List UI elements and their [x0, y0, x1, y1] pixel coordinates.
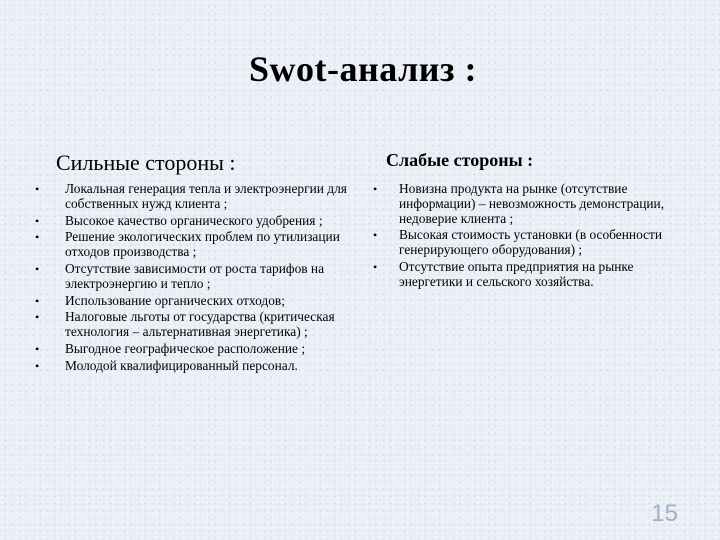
bullet-icon: •: [373, 182, 378, 196]
strength-text: Использование органических отходов;: [65, 292, 285, 308]
list-item: [35, 359, 360, 374]
weakness-text: Новизна продукта на рынке (отсутствие информации) – невозможность демонстрации, недоверие клиента ;: [399, 181, 665, 226]
page-number: 15: [651, 500, 678, 527]
strengths-list: [35, 182, 360, 376]
bullet-icon: •: [35, 213, 40, 228]
list-item: [35, 214, 360, 229]
strength-text: Решение экологических проблем по утилизации отходов производства ;: [65, 229, 340, 260]
bullet-icon: •: [35, 341, 40, 356]
slide-title: Swot-анализ :: [249, 49, 477, 89]
weakness-text: Отсутствие опыта предприятия на рынке энергетики и сельского хозяйства.: [399, 258, 634, 289]
strengths-heading: Сильные стороны :: [56, 150, 236, 175]
weaknesses-heading: Слабые стороны :: [386, 150, 534, 170]
bullet-icon: •: [35, 261, 40, 276]
bullet-icon: •: [373, 228, 378, 243]
bullet-icon: •: [35, 182, 40, 196]
strength-text: Отсутствие зависимости от роста тарифов на электроэнергию и тепло ;: [65, 260, 325, 291]
bullet-icon: •: [35, 358, 40, 373]
strength-text: Локальная генерация тепла и электроэнергии для собственных нужд клиента ;: [65, 181, 347, 211]
list-item: [35, 182, 360, 212]
list-item: [35, 230, 360, 260]
strength-text: Высокое качество органического удобрения ;: [65, 212, 323, 228]
list-item: [373, 182, 673, 226]
bullet-icon: •: [373, 259, 378, 274]
weaknesses-list: [373, 182, 673, 292]
list-item: [35, 342, 360, 357]
strength-text: Налоговые льготы от государства (критическая технология – альтернативная энергетика) ;: [65, 309, 335, 340]
list-item: [373, 228, 673, 258]
bullet-icon: •: [35, 310, 40, 325]
strength-text: Молодой квалифицированный персонал.: [65, 357, 298, 373]
list-item: [35, 262, 360, 292]
list-item: [35, 310, 360, 340]
strength-text: Выгодное географическое расположение ;: [65, 340, 306, 356]
weakness-text: Высокая стоимость установки (в особенности генерирующего оборудования) ;: [399, 227, 663, 258]
list-item: [373, 260, 673, 290]
bullet-icon: •: [35, 230, 40, 245]
list-item: [35, 294, 360, 309]
bullet-icon: •: [35, 293, 40, 308]
